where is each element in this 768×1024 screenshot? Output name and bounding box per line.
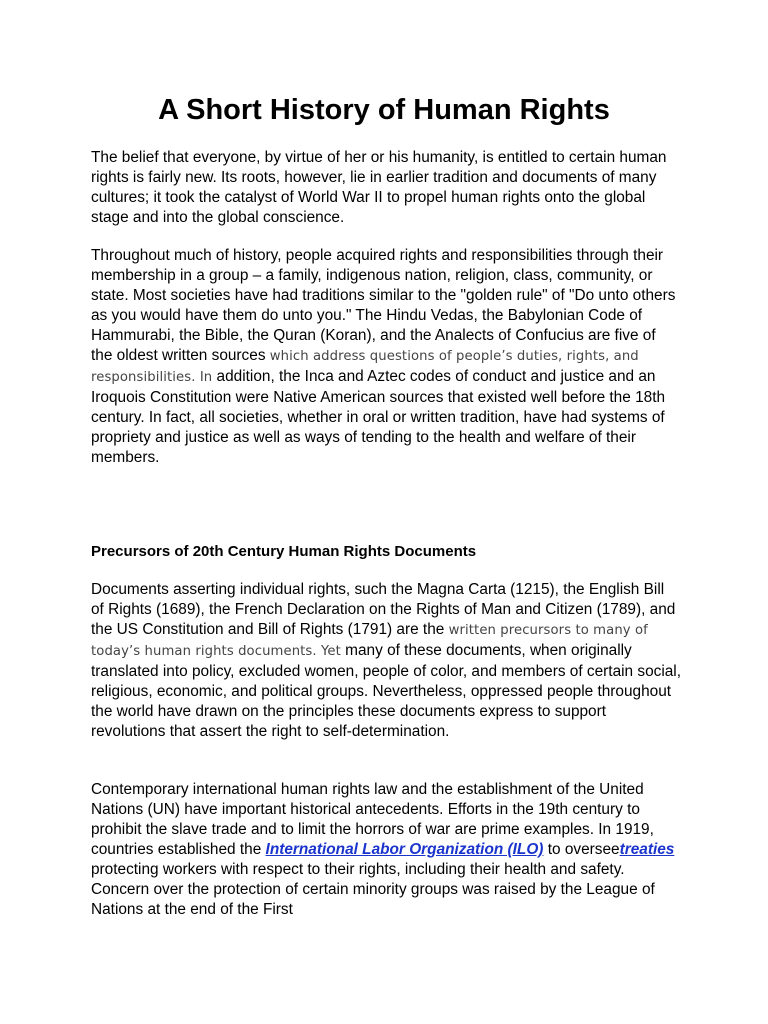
treaties-link[interactable]: treaties: [619, 841, 675, 858]
paragraph-precursors-part1: Documents asserting individual rights, such the Magna Carta (1215), the English Bill of Rights (1689), the French Declaration on the Rights of Man and Citizen (1789), and the US Constitution and Bill of Rights (1791) are the: [91, 581, 676, 638]
paragraph-contemporary-part2: to oversee: [547, 841, 620, 858]
paragraph-precursors-part2: written precursors to many of today’s human rights documents. Yet: [91, 623, 648, 659]
paragraph-precursors: [91, 580, 681, 742]
paragraph-history-part1: Throughout much of history, people acquired rights and responsibilities through their membership in a group – a family, indigenous nation, religion, class, community, or state. Most societies have had traditions similar to the "golden rule" of "Do unto others as you would have them do unto you." The Hindu Vedas, the Babylonian Code of Hammurabi, the Bible, the Quran (Koran), and the Analects of Confucius are five of the oldest written sources: [91, 247, 676, 364]
paragraph-history-part3: addition, the Inca and Aztec codes of conduct and justice and an Iroquois Constitution were Native American sources that existed well before the 18th century. In fact, all societies, whether in oral or written tradition, have had systems of propriety and justice as well as ways of tending to the health and welfare of their members.: [91, 368, 666, 466]
paragraph-intro: The belief that everyone, by virtue of her or his humanity, is entitled to certain human rights is fairly new. Its roots, however, lie in earlier tradition and documents of many cultures; it took the catalyst of World War II to propel human rights onto the global stage and into the global conscience.: [91, 149, 667, 226]
paragraph-contemporary-part3: protecting workers with respect to their rights, including their health and safety. Concern over the protection of certain minority groups was raised by the League of Nations at the end of the First: [91, 861, 655, 918]
paragraph-contemporary: [91, 780, 681, 920]
paragraph-history-part2: which address questions of people’s duties, rights, and responsibilities. In: [91, 349, 639, 385]
paragraph-history: [91, 246, 681, 468]
section-heading: Precursors of 20th Century Human Rights Documents: [91, 543, 477, 560]
ilo-link[interactable]: International Labor Organization (ILO): [265, 841, 544, 858]
paragraph-precursors-part3: many of these documents, when originally translated into policy, excluded women, people of color, and members of certain social, religious, economic, and political groups. Nevertheless, oppressed people throughout the world have drawn on the principles these documents express to support revolutions that assert the right to self-determination.: [91, 642, 682, 740]
paragraph-contemporary-part1: Contemporary international human rights law and the establishment of the United Nations (UN) have important historical antecedents. Efforts in the 19th century to prohibit the slave trade and to limit the horrors of war are prime examples. In 1919, countries established the: [91, 781, 654, 858]
page-title: A Short History of Human Rights: [158, 94, 610, 126]
